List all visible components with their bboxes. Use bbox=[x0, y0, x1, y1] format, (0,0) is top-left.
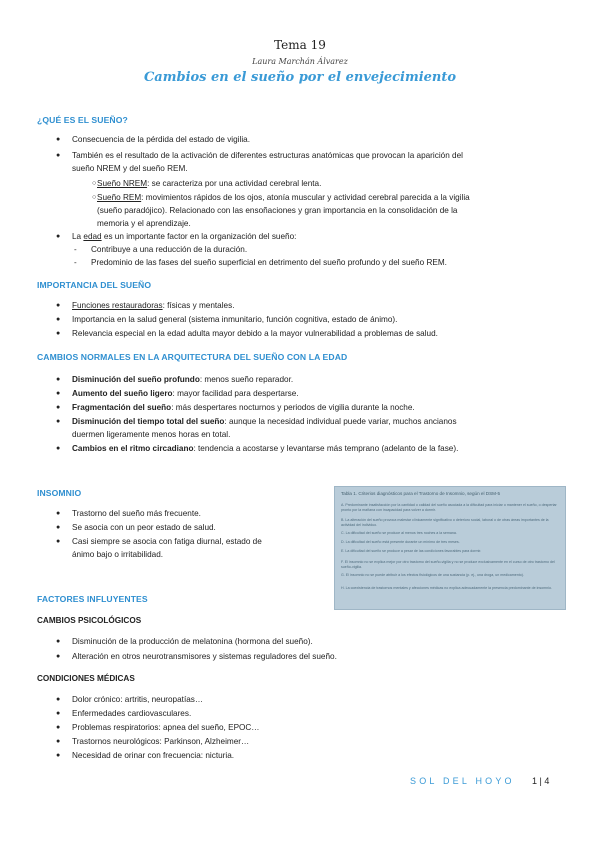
list-item: duermen ligeramente menos horas en total. bbox=[72, 430, 231, 439]
list-item: Casi siempre se asocia con fatiga diurnal, estado de bbox=[72, 537, 262, 546]
list-item: Trastornos neurológicos: Parkinson, Alzheimer… bbox=[72, 737, 250, 746]
list-item: Disminución de la producción de melatonina (hormona del sueño). bbox=[72, 637, 313, 646]
section-heading-insomnio: INSOMNIO bbox=[37, 488, 82, 498]
list-item-rem bbox=[97, 192, 470, 205]
bullet-icon: ● bbox=[56, 418, 61, 425]
figure-row: H. La coexistencia de trastornos mentales y afecciones médicas no explica adecuadamente la presencia predominante de insomnio. bbox=[341, 586, 552, 590]
figure-title: Tabla 1. Criterios diagnósticos para el Trastorno de Insomnio, según el DSM-5 bbox=[341, 491, 501, 496]
list-item: Se asocia con un peor estado de salud. bbox=[72, 523, 216, 532]
text: es un importante factor en la organización del sueño: bbox=[101, 232, 297, 241]
page-subtitle: Cambios en el sueño por el envejecimiento bbox=[143, 70, 457, 85]
list-item: Importancia en la salud general (sistema inmunitario, función cognitiva, estado de ánimo). bbox=[72, 315, 398, 324]
bullet-icon: ● bbox=[56, 738, 61, 745]
page-title: Tema 19 bbox=[274, 38, 326, 52]
bullet-icon: ● bbox=[56, 390, 61, 397]
list-item: Dolor crónico: artritis, neuropatías… bbox=[72, 695, 204, 704]
bullet-icon: ● bbox=[56, 752, 61, 759]
bullet-icon: ● bbox=[56, 538, 61, 545]
list-item bbox=[72, 388, 299, 401]
bullet-icon: ● bbox=[56, 152, 61, 159]
list-item: Alteración en otros neurotransmisores y sistemas reguladores del sueño. bbox=[72, 652, 337, 661]
section-heading-factores: FACTORES INFLUYENTES bbox=[37, 594, 148, 604]
list-item-nrem bbox=[97, 178, 321, 191]
list-item: Necesidad de orinar con frecuencia: nicturia. bbox=[72, 751, 235, 760]
bullet-icon: ● bbox=[56, 233, 61, 240]
author-name: Laura Marchán Álvarez bbox=[252, 57, 348, 66]
bullet-icon: ● bbox=[56, 404, 61, 411]
term: Disminución del tiempo total del sueño bbox=[72, 417, 225, 426]
bullet-icon: ● bbox=[56, 638, 61, 645]
subsection-heading-psicologicos: CAMBIOS PSICOLÓGICOS bbox=[37, 616, 142, 625]
dash-bullet-icon: - bbox=[74, 258, 77, 267]
list-item: memoria y el aprendizaje. bbox=[97, 219, 191, 228]
text: : más despertares nocturnos y periodos de vigilia durante la noche. bbox=[171, 403, 415, 412]
section-heading-cambios: CAMBIOS NORMALES EN LA ARQUITECTURA DEL SUEÑO CON LA EDAD bbox=[37, 352, 348, 362]
list-item: sueño NREM y del sueño REM. bbox=[72, 164, 188, 173]
list-item: Relevancia especial en la edad adulta mayor debido a la mayor vulnerabilidad a problemas de salud. bbox=[72, 329, 438, 338]
figure-row: F. El insomnio no se explica mejor por otro trastorno del sueño-vigilia y no se produce exclusivamente en el curso de otro trastorno del sueño-vigilia. bbox=[341, 560, 555, 569]
circle-bullet-icon: ○ bbox=[92, 180, 97, 187]
term: Disminución del sueño profundo bbox=[72, 375, 200, 384]
section-heading-importancia: IMPORTANCIA DEL SUEÑO bbox=[37, 280, 152, 290]
bullet-icon: ● bbox=[56, 696, 61, 703]
figure-row: E. La dificultad del sueño se produce a pesar de las condiciones favorables para dormir. bbox=[341, 549, 482, 553]
figure-row: C. La dificultad del sueño se produce al menos tres noches a la semana. bbox=[341, 531, 457, 535]
circle-bullet-icon: ○ bbox=[92, 194, 97, 201]
bullet-icon: ● bbox=[56, 316, 61, 323]
list-item: Problemas respiratorios: apnea del sueño, EPOC… bbox=[72, 723, 260, 732]
bullet-icon: ● bbox=[56, 710, 61, 717]
list-item bbox=[72, 416, 457, 429]
text: : aunque la necesidad individual puede variar, muchos ancianos bbox=[224, 417, 457, 426]
list-item: Enfermedades cardiovasculares. bbox=[72, 709, 192, 718]
list-item: (sueño paradójico). Relacionado con las ensoñaciones y gran importancia en la consolidación de la bbox=[97, 206, 458, 215]
bullet-icon: ● bbox=[56, 445, 61, 452]
figure-row: A. Predominante insatisfacción por la cantidad o calidad del sueño asociada a la dificultad para iniciar o mantener el sueño, o despertar pronto por la mañana con incapacidad para volver a dormir. bbox=[341, 503, 557, 512]
list-item: Contribuye a una reducción de la duración. bbox=[91, 245, 248, 254]
list-item: También es el resultado de la activación de diferentes estructuras anatómicas que provocan la aparición del bbox=[72, 151, 463, 160]
list-item bbox=[72, 443, 458, 456]
list-item: Trastorno del sueño más frecuente. bbox=[72, 509, 201, 518]
term-nrem: Sueño NREM bbox=[97, 179, 148, 188]
bullet-icon: ● bbox=[56, 653, 61, 660]
bullet-icon: ● bbox=[56, 330, 61, 337]
bullet-icon: ● bbox=[56, 510, 61, 517]
list-item: ánimo bajo o irritabilidad. bbox=[72, 550, 164, 559]
bullet-icon: ● bbox=[56, 376, 61, 383]
section-heading-que-es: ¿QUÉ ES EL SUEÑO? bbox=[37, 115, 128, 125]
term-funciones: Funciones restauradoras bbox=[72, 301, 163, 310]
list-item: Consecuencia de la pérdida del estado de vigilia. bbox=[72, 135, 250, 144]
text: : menos sueño reparador. bbox=[199, 375, 294, 384]
term-rem: Sueño REM bbox=[97, 193, 142, 202]
text: : mayor facilidad para despertarse. bbox=[172, 389, 299, 398]
subsection-heading-medicas: CONDICIONES MÉDICAS bbox=[37, 674, 135, 683]
dsm5-criteria-table-image bbox=[334, 486, 566, 610]
footer-brand: SOL DEL HOYO bbox=[410, 776, 515, 786]
bullet-icon: ● bbox=[56, 524, 61, 531]
page-number: 1 | 4 bbox=[532, 776, 550, 786]
term-text: : se caracteriza por una actividad cerebral lenta. bbox=[147, 179, 322, 188]
term-text: : movimientos rápidos de los ojos, atonía muscular y actividad cerebral parecida a la vigilia bbox=[141, 193, 470, 202]
list-item bbox=[72, 300, 234, 313]
figure-row: B. La alteración del sueño provoca malestar clínicamente significativo o deterioro social, laboral o de otras áreas importantes de la actividad del individuo. bbox=[341, 518, 549, 527]
term-edad: edad bbox=[83, 232, 102, 241]
list-item bbox=[72, 374, 293, 387]
term: Aumento del sueño ligero bbox=[72, 389, 173, 398]
text: : tendencia a acostarse y levantarse más temprano (adelanto de la fase). bbox=[193, 444, 459, 453]
figure-row: G. El insomnio no se puede atribuir a los efectos fisiológicos de una sustancia (p. ej., una droga, un medicamento). bbox=[341, 573, 524, 577]
list-item-edad bbox=[72, 231, 296, 244]
dash-bullet-icon: - bbox=[74, 245, 77, 254]
bullet-icon: ● bbox=[56, 136, 61, 143]
list-item: Predominio de las fases del sueño superficial en detrimento del sueño profundo y del sueño REM. bbox=[91, 258, 447, 267]
text: La bbox=[72, 232, 84, 241]
list-item bbox=[72, 402, 415, 415]
bullet-icon: ● bbox=[56, 724, 61, 731]
text: : físicas y mentales. bbox=[162, 301, 235, 310]
term: Cambios en el ritmo circadiano bbox=[72, 444, 194, 453]
term: Fragmentación del sueño bbox=[72, 403, 172, 412]
bullet-icon: ● bbox=[56, 302, 61, 309]
figure-row: D. La dificultad del sueño está presente durante un mínimo de tres meses. bbox=[341, 540, 460, 544]
